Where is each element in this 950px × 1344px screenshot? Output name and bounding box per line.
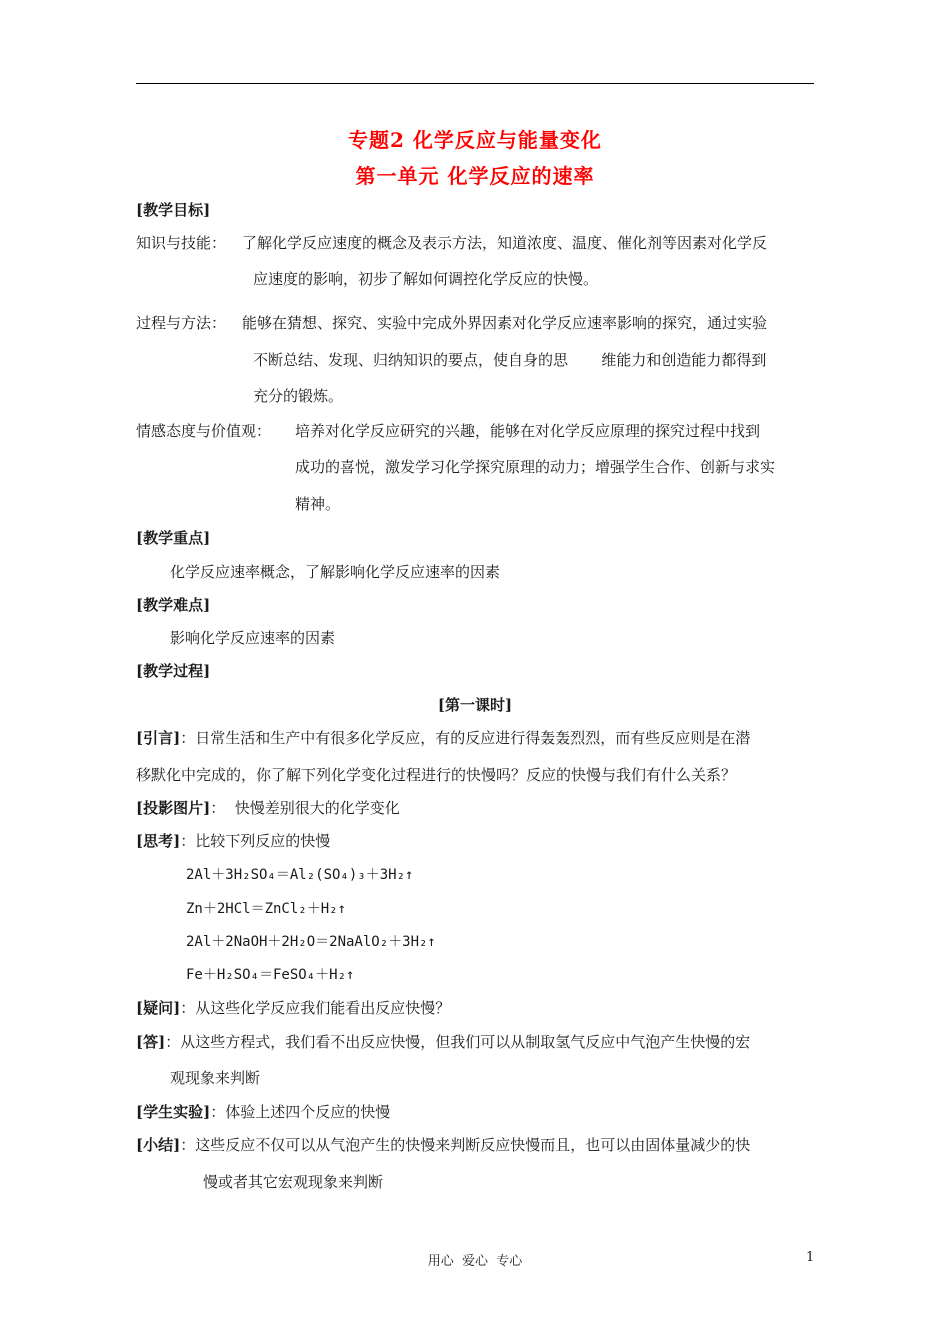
experiment-line — [136, 1102, 390, 1122]
projection-line — [136, 798, 400, 818]
summary-text-1: ：这些反应不仅可以从气泡产生的快慢来判断反应快慢而且，也可以由固体量减少的快 — [180, 1136, 751, 1154]
unit-title: 第一单元 化学反应的速率 — [355, 164, 595, 188]
knowledge-text-1: 了解化学反应速度的概念及表示方法，知道浓度、温度、催化剂等因素对化学反 — [242, 234, 768, 252]
process-method-text-2: 不断总结、发现、归纳知识的要点，使自身的思 维能力和创造能力都得到 — [253, 351, 767, 369]
projection-text: ： 快慢差别很大的化学变化 — [210, 799, 400, 817]
question-label: [疑问] — [136, 999, 181, 1017]
process-method-text-1: 能够在猜想、探究、实验中完成外界因素对化学反应速率影响的探究，通过实验 — [242, 314, 768, 332]
question-text: ：从这些化学反应我们能看出反应快慢？ — [180, 999, 451, 1017]
intro-text-1: ：日常生活和生产中有很多化学反应，有的反应进行得轰轰烈烈，而有些反应则是在潜 — [180, 729, 751, 747]
lesson-heading: [第一课时] — [437, 696, 513, 714]
intro-text-2: 移默化中完成的，你了解下列化学变化过程进行的快慢吗？反应的快慢与我们有什么关系？ — [136, 766, 737, 784]
equation-1: 2Al＋3H₂SO₄＝Al₂(SO₄)₃＋3H₂↑ — [186, 867, 414, 883]
process-method-label: 过程与方法： — [136, 314, 227, 332]
knowledge-text-2: 应速度的影响，初步了解如何调控化学反应的快慢。 — [253, 270, 599, 288]
question-line — [136, 998, 450, 1018]
topic-title: 专题2 化学反应与能量变化 — [348, 128, 602, 152]
emotion-text-2: 成功的喜悦，激发学习化学探究原理的动力；增强学生合作、创新与求实 — [295, 458, 776, 476]
think-text: ：比较下列反应的快慢 — [180, 832, 331, 850]
experiment-label: [学生实验] — [136, 1103, 211, 1121]
answer-text-2: 观现象来判断 — [170, 1069, 261, 1087]
projection-label: [投影图片] — [136, 799, 211, 817]
answer-label: [答] — [136, 1033, 166, 1051]
header-rule — [136, 83, 814, 84]
equation-3: 2Al＋2NaOH＋2H₂O＝2NaAlO₂＋3H₂↑ — [186, 934, 436, 950]
summary-text-2: 慢或者其它宏观现象来判断 — [203, 1173, 384, 1191]
key-points-text: 化学反应速率概念，了解影响化学反应速率的因素 — [170, 563, 501, 581]
intro-label: [引言] — [136, 729, 181, 747]
process-method-text-3: 充分的锻炼。 — [253, 387, 344, 405]
answer-text-1: ：从这些方程式，我们看不出反应快慢，但我们可以从制取氢气反应中气泡产生快慢的宏 — [165, 1033, 751, 1051]
objectives-heading: [教学目标] — [136, 201, 211, 219]
summary-line-1 — [136, 1135, 750, 1155]
equation-2: Zn＋2HCl＝ZnCl₂＋H₂↑ — [186, 901, 347, 917]
emotion-text-1: 培养对化学反应研究的兴趣，能够在对化学反应原理的探究过程中找到 — [295, 422, 761, 440]
think-label: [思考] — [136, 832, 181, 850]
footer-motto: 用心 爱心 专心 — [427, 1254, 523, 1269]
experiment-text: ：体验上述四个反应的快慢 — [210, 1103, 391, 1121]
emotion-text-3: 精神。 — [295, 495, 341, 513]
emotion-label: 情感态度与价值观： — [136, 422, 272, 440]
equation-4: Fe＋H₂SO₄＝FeSO₄＋H₂↑ — [186, 967, 355, 983]
process-heading: [教学过程] — [136, 662, 211, 680]
answer-line-1 — [136, 1032, 750, 1052]
summary-label: [小结] — [136, 1136, 181, 1154]
difficulties-heading: [教学难点] — [136, 596, 211, 614]
knowledge-label: 知识与技能： — [136, 234, 227, 252]
intro-line-1 — [136, 728, 750, 748]
think-line — [136, 831, 330, 851]
page-number: 1 — [806, 1250, 815, 1265]
key-points-heading: [教学重点] — [136, 529, 211, 547]
difficulties-text: 影响化学反应速率的因素 — [170, 629, 336, 647]
